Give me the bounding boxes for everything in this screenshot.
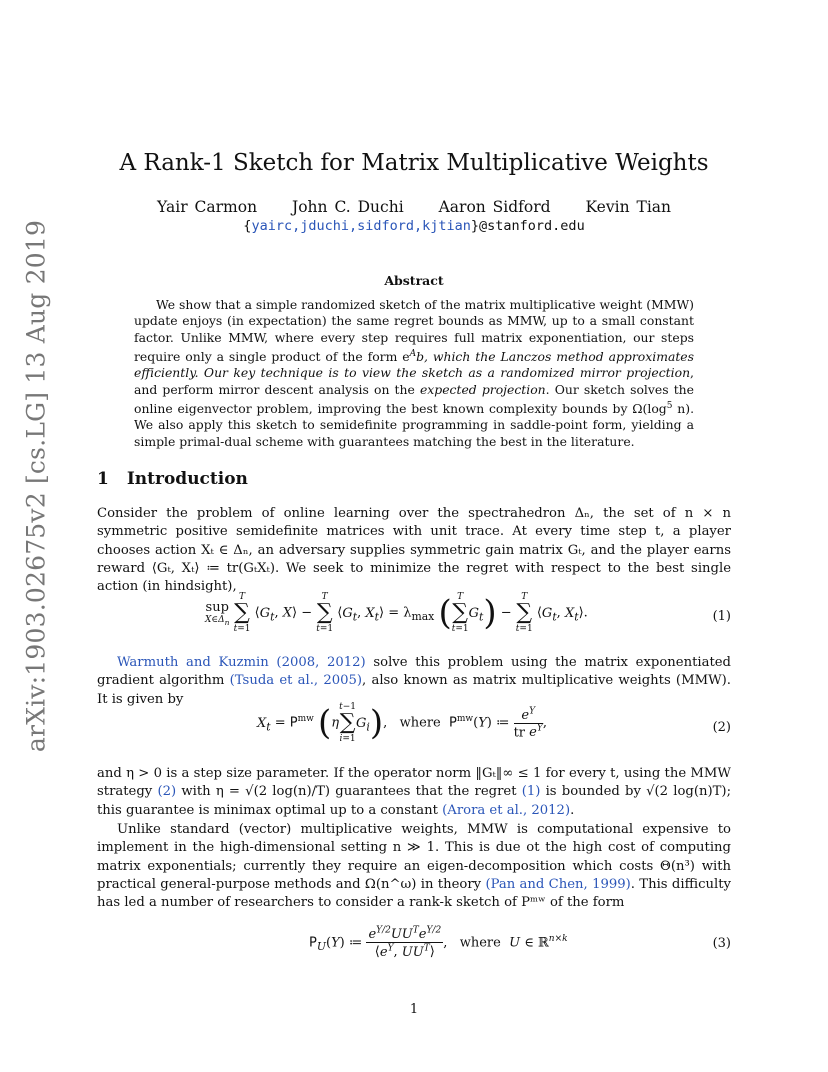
intro-paragraph-2: Warmuth and Kuzmin (2008, 2012) solve this problem using the matrix exponentiated gradient algorithm (Tsuda et al., 2005), also known as matrix multiplicative weights (MMW). It is given by [97,655,732,707]
email-domain: @stanford.edu [479,218,585,234]
author-2: John C. Duchi [292,198,404,216]
equation-3: $P_U(Y)$ ≔ $e^{Y/2}UU^Te^{Y/2}$ $⟨e^Y$, $UU^T⟩$ , where U ∈ ℝ$^{n\times k}$ (3) [309,926,731,960]
author-3: Aaron Sidford [438,198,551,216]
author-emails: {yairc,jduchi,sidford,kjtian}@stanford.edu [243,218,585,234]
author-4: Kevin Tian [585,198,671,216]
equation-2: $X_t = P^{mw}$ (η t−1 ∑ i=1 $G_i$), where $P^{mw}(Y)$ ≔ $\frac{e^Y}{tr e^Y}$ , (2) [257,702,731,744]
section-heading [97,469,248,489]
cite-arora[interactable]: (Arora et al., 2012) [442,802,571,818]
cite-pan-chen[interactable]: (Pan and Chen, 1999) [485,876,631,892]
equation-3-number: (3) [712,936,731,951]
intro-paragraph-3: and η > 0 is a step size parameter. If the operator norm ‖Gₜ‖∞ ≤ 1 for every t, using the MMW strategy (2) with η = √(2 log(n)/T) guarantees that the regret (1) is bounded by √(2 log(n)T); this guarantee is minimax optimal up to a constant (Arora et al., 2012). [97,766,732,818]
paper-title: A Rank-1 Sketch for Matrix Multiplicative Weights [119,150,709,176]
author-list [0,198,828,216]
section-title: Introduction [126,469,248,489]
abstract-body: We show that a simple randomized sketch of the matrix multiplicative weight (MMW) update enjoys (in expectation) the same regret bounds as MMW, up to a small constant factor. Unlike MMW, where every step requires full matrix exponentiation, our steps require only a single product of the form $e^Ab$, which the Lanczos method approximates efficiently. Our key technique is to view the sketch as a randomized mirror projection, and perform mirror descent analysis on the expected projection. Our sketch solves the online eigenvector problem, improving the best known complexity bounds by $\Omega(\log^5$ n). We also apply this sketch to semidefinite programming in saddle-point form, yielding a simple primal-dual scheme with guarantees matching the best in the literature. [134,297,695,449]
arxiv-id: arXiv:1903.02675v2 [cs.LG] 13 Aug 2019 [21,219,51,753]
ref-eq2-link[interactable]: (2) [157,784,177,800]
author-1: Yair Carmon [156,198,258,216]
abstract-heading: Abstract [384,273,444,288]
page-number: 1 [409,1002,419,1017]
equation-1-number: (1) [712,609,731,624]
ref-eq1-link[interactable]: (1) [521,784,541,800]
section-number: 1 [97,469,109,489]
equation-1: sup $X\in\Delta_n$ T ∑ t=1 $⟨G_t$, X⟩ − T ∑ t=1 $⟨G_t$, $X_t⟩ = \lambda_{max}$ ( T ∑ t=1 $G_t$) − T ∑ t=1 $⟨G_t$, $X_t⟩$. (1) [205,592,731,634]
intro-paragraph-4: Unlike standard (vector) multiplicative weights, MMW is computational expensive to implement in the high-dimensional setting n ≫ 1. This is due ot the high cost of computing matrix exponentials; currently they require an eigen-decomposition which costs Θ(n³) with practical general-purpose methods and Ω(n^ω) in theory (Pan and Chen, 1999). This difficulty has led a number of researchers to consider a rank-k sketch of Pᵐʷ of the form [97,822,731,911]
cite-warmuth-kuzmin[interactable]: Warmuth and Kuzmin [117,655,269,670]
cite-tsuda[interactable]: (Tsuda et al., 2005) [229,673,363,689]
intro-paragraph-1: Consider the problem of online learning over the spectrahedron Δₙ, the set of n × n symmetric positive semidefinite matrices with unit trace. At every time step t, a player chooses action Xₜ ∈ Δₙ, an adversary supplies symmetric gain matrix Gₜ, and the player earns reward ⟨Gₜ, Xₜ⟩ ≔ tr(GₜXₜ). We seek to minimize the regret with respect to the best single action (in hindsight), [97,506,731,595]
email-users-link[interactable]: yairc,jduchi,sidford,kjtian [251,218,471,234]
cite-warmuth-kuzmin-years[interactable]: (2008, 2012) [276,655,366,670]
equation-2-number: (2) [712,720,731,735]
